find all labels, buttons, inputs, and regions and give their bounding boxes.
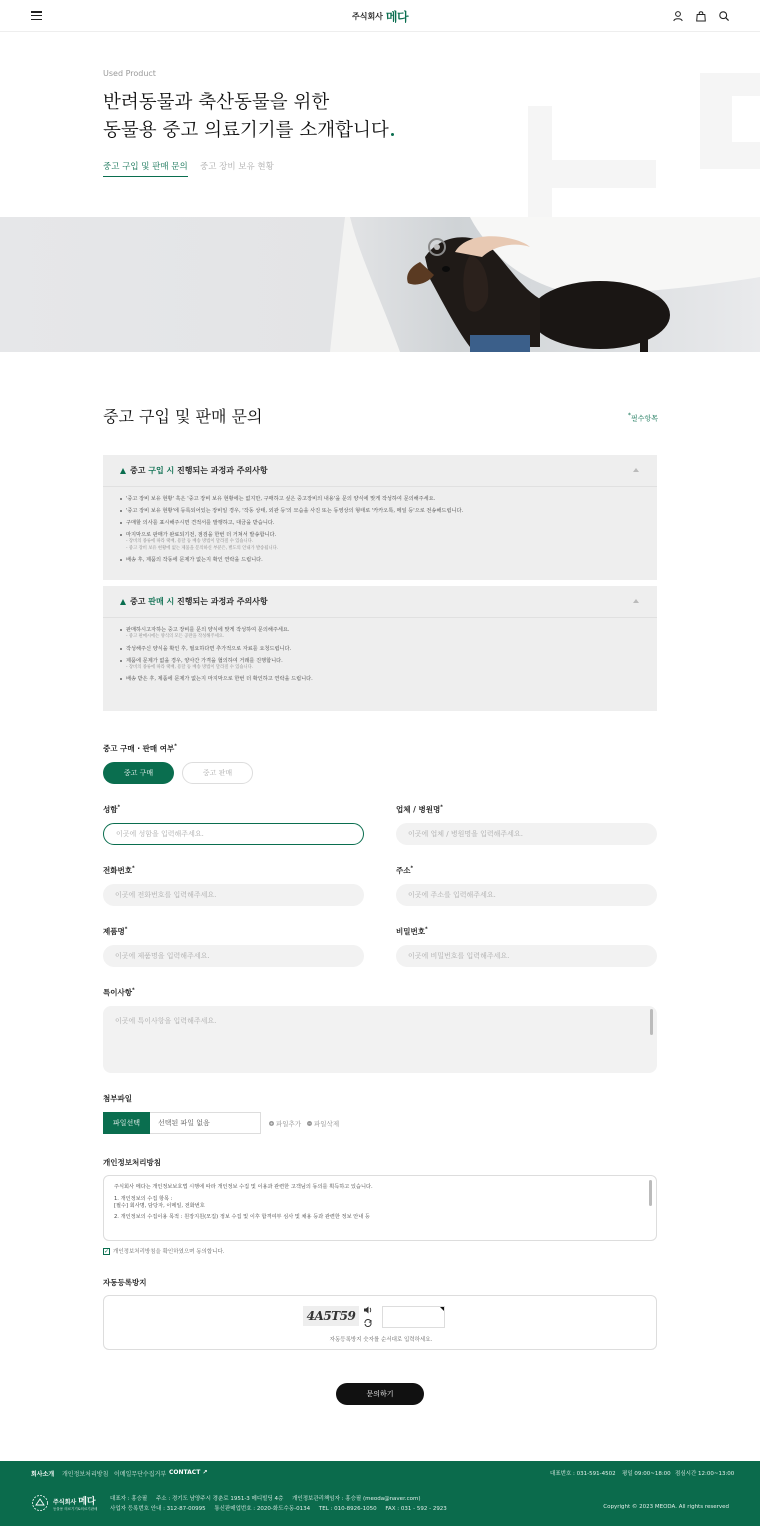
privacy-label: 개인정보처리방침 <box>103 1158 161 1167</box>
hero-title <box>103 89 394 145</box>
privacy-agree-checkbox[interactable]: ✓ <box>103 1247 110 1255</box>
required-mark: * <box>124 926 128 933</box>
captcha-input-corner <box>440 1307 444 1311</box>
required-mark: * <box>131 987 135 994</box>
address-label-text: 주소 <box>396 866 411 875</box>
footer-link-email-refusal[interactable]: 이메일무단수집거부 <box>114 1471 167 1478</box>
list-item <box>120 520 640 526</box>
bag-icon[interactable] <box>695 10 707 22</box>
search-icon[interactable] <box>718 10 730 22</box>
product-label-text: 제품명 <box>103 927 125 936</box>
vet-dog-illustration <box>0 217 760 352</box>
company-label <box>396 804 443 815</box>
list-item-subnote: - 장비의 종류에 따라 택배, 용달 등 배송 방법이 달라질 수 있습니다. <box>126 664 254 670</box>
footer-link-contact[interactable]: CONTACT ↗ <box>169 1469 208 1476</box>
hero-decor-shape-3 <box>528 160 552 217</box>
list-item-subnote: - 중고 장비 보유 현황에 없는 제품을 문의하신 부분은, 별도의 안내가 발송됩니다. <box>126 545 279 551</box>
password-label <box>396 926 428 937</box>
name-label <box>103 804 120 815</box>
password-label-text: 비밀번호 <box>396 927 425 936</box>
footer-rep-phone: 대표번호 : 031-591-4502 <box>550 1471 616 1477</box>
list-item-text: 마지막으로 판매가 완료되기전, 점검을 한번 더 거쳐서 발송합니다. <box>126 532 277 538</box>
hero-eyebrow: Used Product <box>103 69 156 78</box>
list-item <box>120 508 640 514</box>
privacy-agree-row[interactable] <box>103 1247 225 1255</box>
required-mark: * <box>174 743 177 750</box>
hero-decor-cutout <box>732 96 760 142</box>
company-label-text: 업체 / 병원명 <box>396 805 441 814</box>
required-mark: * <box>131 865 135 872</box>
list-item-text: 구매할 의사를 표시해주시면 견적서를 발행하고, 대금을 받습니다. <box>126 520 275 526</box>
footer-hours: 평일 09:00~18:00 <box>622 1471 671 1477</box>
plus-icon: + <box>269 1121 274 1126</box>
address-input[interactable]: 이곳에 주소를 입력해주세요. <box>396 884 657 906</box>
file-add-label: 파일추가 <box>276 1120 302 1128</box>
list-item <box>120 532 640 551</box>
list-item <box>120 627 640 640</box>
privacy-agree-label: 개인정보처리방침을 확인하였으며 동의합니다. <box>113 1249 225 1255</box>
privacy-text-line: 1. 개인정보의 수집 항목 : <box>114 1195 173 1202</box>
file-remove-button[interactable] <box>307 1119 339 1128</box>
submit-button[interactable]: 문의하기 <box>336 1383 424 1405</box>
file-remove-label: 파일삭제 <box>314 1120 340 1128</box>
notes-label-text: 특이사항 <box>103 988 132 997</box>
notice-buy-list <box>103 487 657 563</box>
menu-icon[interactable] <box>31 11 42 20</box>
list-item-text: 제품에 문제가 없을 경우, 양사간 가격을 협의하여 거래를 진행합니다. <box>126 657 283 664</box>
product-input[interactable]: 이곳에 제품명을 입력해주세요. <box>103 945 364 967</box>
privacy-policy-box[interactable] <box>103 1175 657 1241</box>
privacy-text-line: 주식회사 메다는 개인정보보호법 시행에 따라 개인정보 수집 및 이용과 관련한 고객님의 동의를 획득하고 있습니다. <box>114 1184 373 1190</box>
notice-sell-header[interactable] <box>103 586 657 618</box>
privacy-text-line: 2. 개인정보의 수집이용 목적 : 원장지원(모집) 정보 수집 및 이후 합격여부 심사 및 채용 등과 관련한 정보 안내 등 <box>114 1214 370 1221</box>
list-item-subnote: - 장비의 종류에 따라 택배, 용달 등 배송 방법이 달라질 수 있습니다. <box>126 539 254 544</box>
phone-input[interactable]: 이곳에 전화번호를 입력해주세요. <box>103 884 364 906</box>
captcha-box <box>103 1295 657 1350</box>
warning-icon <box>120 599 126 605</box>
site-header <box>0 0 760 32</box>
address-label <box>396 865 413 876</box>
notice-sell-title-pre: 중고 <box>130 597 146 606</box>
captcha-input[interactable] <box>382 1306 445 1328</box>
hero-title-line1: 반려동물과 축산동물을 위한 <box>103 92 330 113</box>
list-item-text: 판매하시고자하는 중고 장비를 문의 양식에 맞게 작성하여 문의해주세요. <box>126 627 290 633</box>
notes-textarea[interactable] <box>103 1006 657 1073</box>
footer-logo-company: 주식회사 <box>53 1499 77 1506</box>
footer-lunch: 점심시간 12:00~13:00 <box>675 1471 735 1477</box>
sell-option-button[interactable]: 중고 판매 <box>182 762 253 784</box>
phone-label-text: 전화번호 <box>103 866 132 875</box>
required-mark: * <box>628 413 631 419</box>
footer-info-line1: 대표자 : 홍승필 주소 : 경기도 남양주시 경춘로 1951-3 메디빌딩 4층 개인정보관리책임자 : 홍승필 (meoda@naver.com) <box>110 1496 421 1502</box>
logo-mark: 메다 <box>385 10 409 24</box>
product-label <box>103 926 127 937</box>
footer-copyright: Copyright © 2023 MEODA. All rights reserved <box>603 1504 729 1510</box>
required-mark: * <box>410 865 414 872</box>
captcha-hint: 자동등록방지 숫자를 순서대로 입력하세요. <box>329 1337 433 1343</box>
company-input[interactable]: 이곳에 업체 / 병원명을 입력해주세요. <box>396 823 657 845</box>
list-item-text: 작성해주신 양식을 확인 후, 필요하다면 추가적으로 자료를 요청드립니다. <box>126 645 292 652</box>
privacy-text-line: [필수] 회사명, 담당자, 이메일, 전화번호 <box>114 1202 205 1209</box>
password-input[interactable]: 이곳에 비밀번호를 입력해주세요. <box>396 945 657 967</box>
list-item-text: '중고 장비 보유 현황'에 등록되어있는 장비일 경우, '작동 상태, 외관 등'의 모습을 사진 또는 동영상의 형태로 '카카오톡, 메일 등'으로 전송해드립니다. <box>126 508 464 514</box>
minus-icon: − <box>307 1121 312 1126</box>
required-mark: * <box>440 804 443 811</box>
hero-title-line2: 동물용 중고 의료기기를 소개합니다 <box>103 120 389 141</box>
list-item-text: 배송 받은 후, 제품에 문제가 없는지 마지막으로 한번 더 확인하고 연락을 드립니다. <box>126 676 313 682</box>
required-note-text: 필수항목 <box>630 414 658 423</box>
footer-logo-mark: 메다 <box>78 1497 96 1507</box>
footer-link-privacy[interactable]: 개인정보처리방침 <box>62 1471 109 1478</box>
type-label-text: 중고 구매 · 판매 여부 <box>103 744 175 753</box>
phone-label <box>103 865 135 876</box>
required-note <box>628 413 658 423</box>
notice-buy-title-post: 진행되는 과정과 주의사항 <box>177 466 268 475</box>
file-add-button[interactable] <box>269 1119 301 1128</box>
list-item <box>120 658 640 671</box>
hero-title-dot <box>391 133 394 136</box>
footer-link-about[interactable]: 회사소개 <box>31 1471 55 1478</box>
hero-decor-cutout-2 <box>552 106 656 160</box>
list-item-text: 배송 후, 제품의 작동에 문제가 없는지 확인 연락을 드립니다. <box>126 557 263 563</box>
notice-buy-title-hl: 구입 시 <box>148 466 175 475</box>
site-footer <box>0 1461 760 1526</box>
list-item <box>120 646 640 652</box>
footer-logo <box>31 1494 97 1512</box>
captcha-label: 자동등록방지 <box>103 1278 147 1287</box>
logo-company: 주식회사 <box>352 12 383 21</box>
tab-equipment-status[interactable]: 중고 장비 보유 현황 <box>200 162 274 172</box>
notice-buy-title-pre: 중고 <box>130 466 146 475</box>
notice-sell-title-post: 진행되는 과정과 주의사항 <box>177 597 268 606</box>
notice-sell-title-hl: 판매 시 <box>148 597 175 606</box>
list-item-subnote: - 중고 판매시에는 양식의 모든 공란을 작성해주세요. <box>126 634 225 639</box>
chevron-up-icon[interactable] <box>633 468 639 472</box>
list-item <box>120 557 640 563</box>
footer-logo-tagline: 동물용 의료기기&의료기판매 <box>53 1507 98 1511</box>
list-item <box>120 496 640 502</box>
footer-logo-emblem-icon <box>31 1494 49 1512</box>
chevron-up-icon[interactable] <box>633 599 639 603</box>
notes-placeholder: 이곳에 특이사항을 입력해주세요. <box>115 1017 217 1025</box>
captcha-image: 4A5T59 <box>303 1306 359 1326</box>
required-mark: * <box>117 804 121 811</box>
name-label-text: 성함 <box>103 805 118 814</box>
hero-banner-image <box>0 217 760 352</box>
notice-sell <box>103 586 657 711</box>
notice-sell-list <box>103 618 657 682</box>
speaker-icon[interactable] <box>363 1305 373 1315</box>
site-logo[interactable] <box>352 8 408 25</box>
section-title: 중고 구입 및 판매 문의 <box>103 407 263 426</box>
user-icon[interactable] <box>672 10 684 22</box>
buy-option-button[interactable]: 중고 구매 <box>103 762 174 784</box>
type-label <box>103 743 177 754</box>
required-mark: * <box>424 926 428 933</box>
notice-buy-header[interactable] <box>103 455 657 487</box>
list-item <box>120 676 640 682</box>
name-input[interactable]: 이곳에 성함을 입력해주세요. <box>103 823 364 845</box>
notes-label <box>103 987 135 998</box>
privacy-scrollbar[interactable] <box>649 1180 652 1206</box>
refresh-icon[interactable] <box>363 1318 373 1328</box>
footer-info-line2: 사업자 등록번호 안내 : 312-87-00995 통신판매업번호 : 2020-화도수동-0134 TEL : 010-8926-1050 FAX : 031 - 592 - 2923 <box>110 1506 447 1512</box>
file-name-display: 선택된 파일 없음 <box>150 1112 261 1134</box>
list-item-text: '중고 장비 보유 현황' 혹은 '중고 장비 보유 현황에는 없지만, 구매하고 싶은 중고장비의 내용'을 문의 양식에 맞게 작성하여 문의해주세요. <box>126 496 436 502</box>
tab-inquiry[interactable]: 중고 구입 및 판매 문의 <box>103 160 188 177</box>
notice-buy <box>103 455 657 580</box>
attach-label: 첨부파일 <box>103 1094 132 1103</box>
file-select-button[interactable]: 파일선택 <box>103 1112 150 1134</box>
textarea-scrollbar[interactable] <box>650 1009 653 1035</box>
warning-icon <box>120 468 126 474</box>
